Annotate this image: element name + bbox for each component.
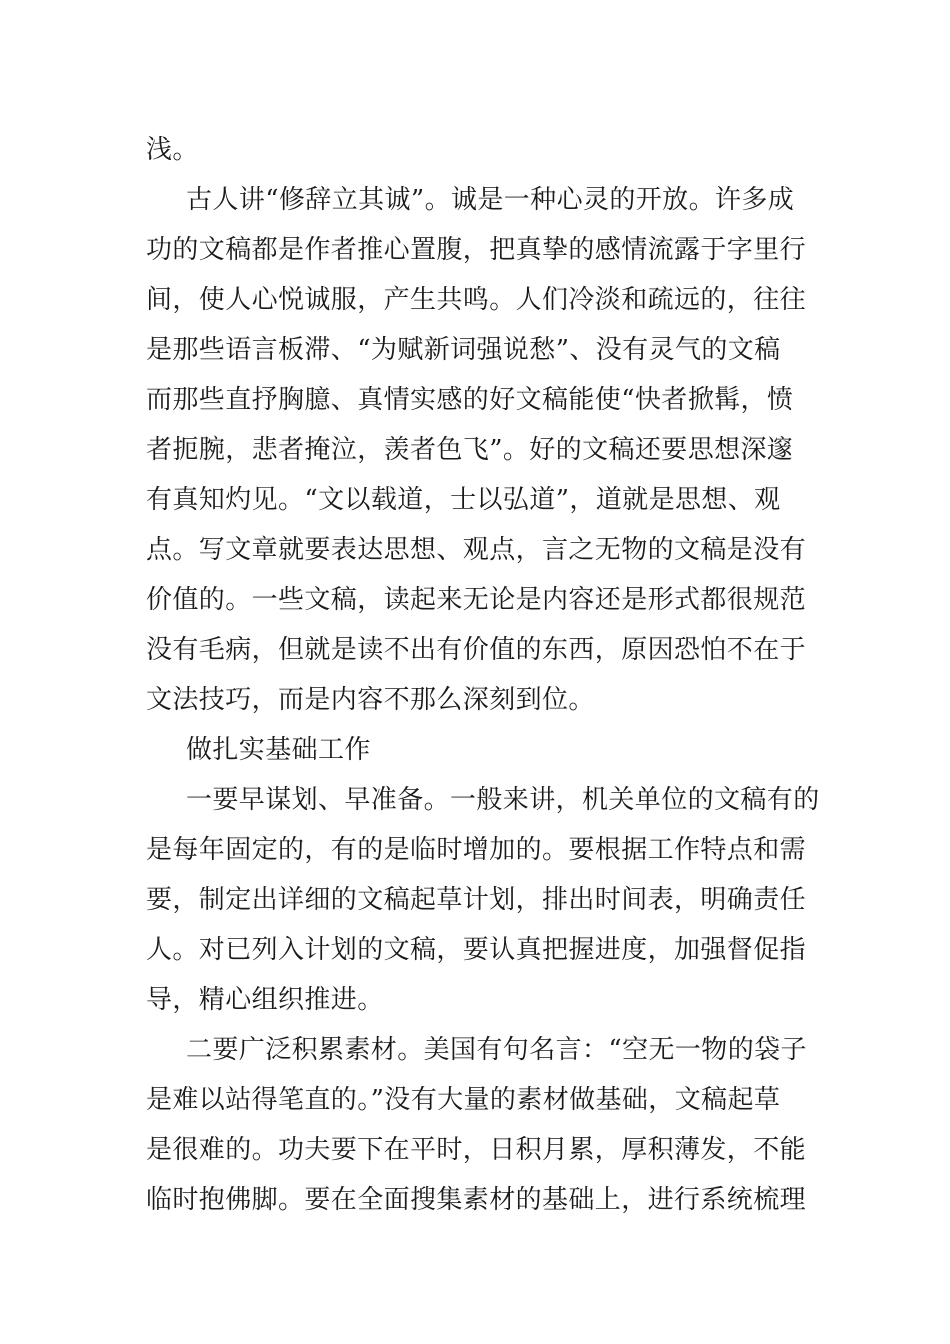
paragraph-2-line-1: 一要早谋划、早准备。一般来讲，机关单位的文稿有的 [186,785,820,815]
paragraph-1-line-6: 者扼腕，悲者掩泣，羡者色飞”。好的文稿还要思想深邃 [146,435,794,465]
paragraph-1-line-4: 是那些语言板滞、“为赋新词强说愁”、没有灵气的文稿 [146,335,781,365]
paragraph-3-line-3: 是很难的。功夫要下在平时，日积月累，厚积薄发，不能 [146,1135,807,1165]
paragraph-1-line-11: 文法技巧，而是内容不那么深刻到位。 [146,685,595,715]
paragraph-1-line-5: 而那些直抒胸臆、真情实感的好文稿能使“快者掀髯，愤 [146,385,794,415]
paragraph-3-line-2: 是难以站得笔直的。”没有大量的素材做基础，文稿起草 [146,1085,781,1115]
section-heading: 做扎实基础工作 [186,735,371,765]
paragraph-1-line-8: 点。写文章就要表达思想、观点，言之无物的文稿是没有 [146,535,807,565]
paragraph-1-line-7: 有真知灼见。“文以载道，士以弘道”，道就是思想、观 [146,485,781,515]
paragraph-2-line-2: 是每年固定的，有的是临时增加的。要根据工作特点和需 [146,835,807,865]
text-line-1: 浅。 [146,135,199,165]
paragraph-1-line-3: 间，使人心悦诚服，产生共鸣。人们冷淡和疏远的，往往 [146,285,807,315]
paragraph-1-line-9: 价值的。一些文稿，读起来无论是内容还是形式都很规范 [146,585,807,615]
paragraph-1-line-2: 功的文稿都是作者推心置腹，把真挚的感情流露于字里行 [146,235,807,265]
paragraph-3-line-4: 临时抱佛脚。要在全面搜集素材的基础上，进行系统梳理 [146,1185,807,1215]
paragraph-1-line-1: 古人讲“修辞立其诚”。诚是一种心灵的开放。许多成 [186,185,795,215]
paragraph-1-line-10: 没有毛病，但就是读不出有价值的东西，原因恐怕不在于 [146,635,807,665]
paragraph-2-line-4: 人。对已列入计划的文稿，要认真把握进度，加强督促指 [146,935,807,965]
paragraph-2-line-5: 导，精心组织推进。 [146,985,384,1015]
paragraph-3-line-1: 二要广泛积累素材。美国有句名言：“空无一物的袋子 [186,1035,807,1065]
paragraph-2-line-3: 要，制定出详细的文稿起草计划，排出时间表，明确责任 [146,885,807,915]
